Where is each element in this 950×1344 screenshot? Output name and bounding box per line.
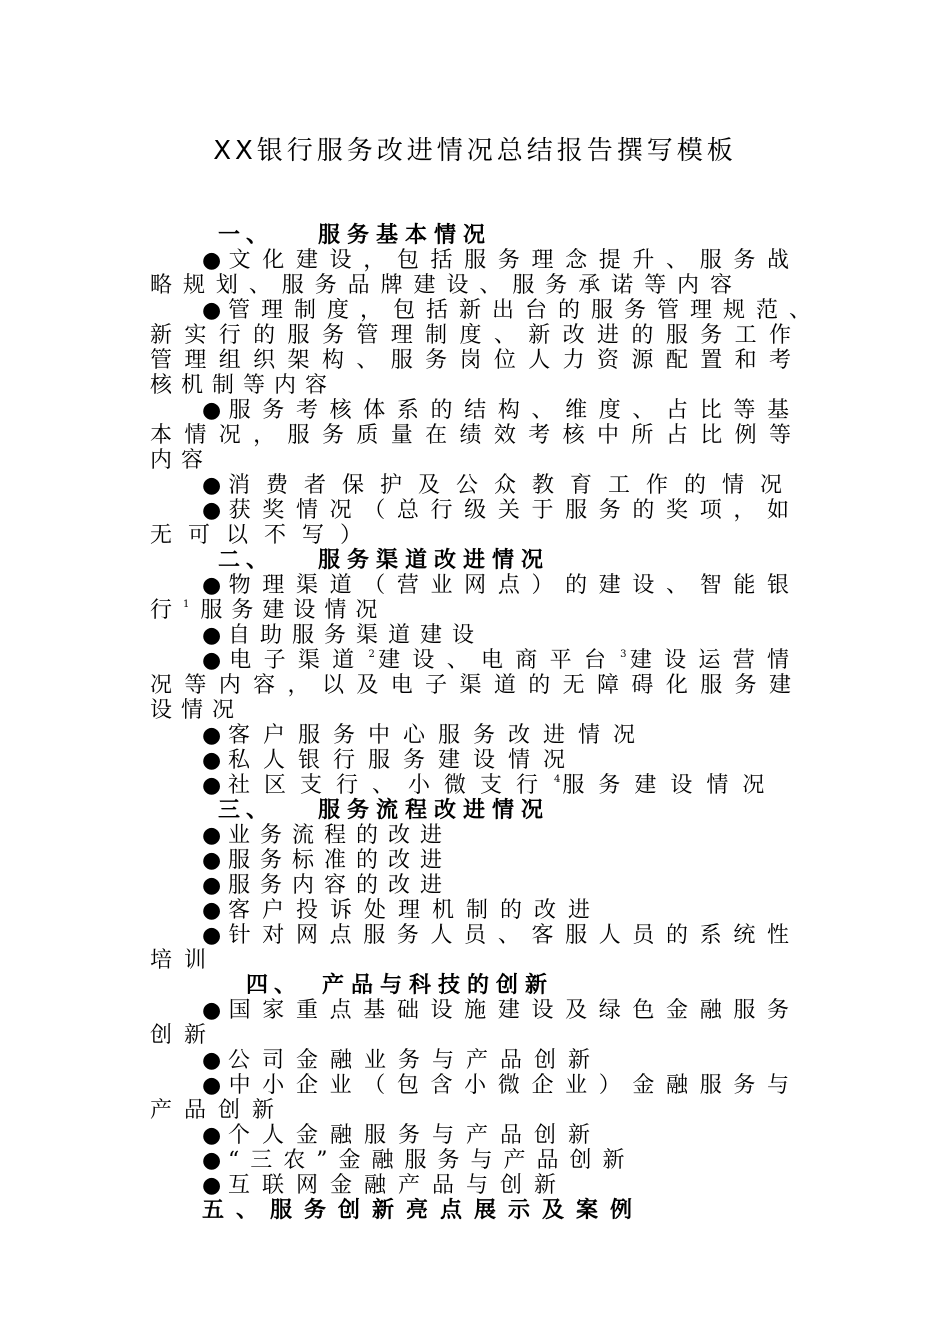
list-item: ● 自助服务渠道建设 (202, 623, 485, 648)
section-heading (150, 798, 800, 823)
section-number: 四、 (246, 972, 303, 998)
bullet-icon: ● (202, 623, 222, 648)
section-title: 服务创新亮点展示及案例 (270, 1197, 645, 1223)
bullet-icon: ● (202, 773, 222, 798)
section-number: 一、 (218, 222, 275, 248)
list-item: ● 管理制度，包括新出台的服务管理规范、 (202, 298, 823, 323)
list-item: ● 获奖情况（总行级关于服务的奖项，如 (202, 498, 800, 523)
list-item-continuation: 况等内容，以及电子渠道的无障碍化服务建 (150, 673, 800, 698)
list-item: ● 针对网点服务人员、客服人员的系统性 (202, 923, 800, 948)
list-item: ● 中小企业（包含小微企业）金融服务与 (202, 1073, 800, 1098)
bullet-icon: ● (202, 873, 222, 898)
list-item-continuation: 无可以不写） (150, 523, 379, 548)
list-item: ● 电子渠道 $^2$建设、电商平台 $^3$建设运营情 (202, 648, 800, 673)
section-heading (150, 1198, 800, 1223)
section-title: 服务流程改进情况 (318, 797, 551, 823)
list-item-continuation: 新实行的服务管理制度、新改进的服务工作 (150, 323, 800, 348)
document-body (150, 222, 823, 1223)
list-item-continuation: 行 $^1$服务建设情况 (150, 598, 387, 623)
list-item: ● 消费者保护及公众教育工作的情况 (202, 473, 799, 498)
section-number: 二、 (218, 547, 275, 573)
section-title: 服务基本情况 (318, 222, 493, 248)
bullet-icon: ● (202, 923, 222, 948)
footnote-ref: 2 (368, 649, 375, 660)
bullet-icon: ● (202, 1123, 222, 1148)
section-number: 三、 (218, 797, 275, 823)
bullet-icon: ● (202, 298, 222, 323)
bullet-icon: ● (202, 398, 222, 423)
list-item-continuation: 内容 (150, 448, 213, 473)
document-title: XX银行服务改进情况总结报告撰写模板 (213, 136, 737, 166)
bullet-icon: ● (202, 998, 222, 1023)
bullet-icon: ● (202, 723, 222, 748)
section-title: 服务渠道改进情况 (318, 547, 551, 573)
list-item: ● 社区支行、小微支行 $^4$服务建设情况 (202, 773, 779, 798)
bullet-icon: ● (202, 1048, 222, 1073)
list-item: ● 私人银行服务建设情况 (202, 748, 579, 773)
bullet-icon: ● (202, 1073, 222, 1098)
list-item-continuation: 本情况，服务质量在绩效考核中所占比例等 (150, 423, 800, 448)
bullet-icon: ● (202, 1173, 222, 1198)
list-item: ● 服务内容的改进 (202, 873, 453, 898)
list-item-continuation: 核机制等内容 (150, 373, 337, 398)
list-item: ● 服务标准的改进 (202, 848, 453, 873)
bullet-icon: ● (202, 848, 222, 873)
bullet-icon: ● (202, 823, 222, 848)
footnote-ref: 1 (183, 599, 199, 610)
bullet-icon: ● (202, 748, 222, 773)
section-heading (150, 973, 800, 998)
list-item: ● 服务考核体系的结构、维度、占比等基 (202, 398, 800, 423)
list-item: ● 客户服务中心服务改进情况 (202, 723, 649, 748)
bullet-icon: ● (202, 898, 222, 923)
list-item-continuation: 设情况 (150, 698, 244, 723)
list-item-continuation: 创新 (150, 1023, 219, 1048)
section-heading (150, 548, 800, 573)
footnote-ref: 3 (620, 649, 627, 660)
list-item: ● 业务流程的改进 (202, 823, 453, 848)
bullet-icon: ● (202, 248, 222, 273)
list-item: ● 公司金融业务与产品创新 (202, 1048, 603, 1073)
list-item: ● 个人金融服务与产品创新 (202, 1123, 603, 1148)
list-item-continuation: 略规划、服务品牌建设、服务承诺等内容 (150, 273, 740, 298)
bullet-icon: ● (202, 1148, 222, 1173)
bullet-icon: ● (202, 573, 222, 598)
bullet-icon: ● (202, 498, 222, 523)
list-item: ● 物理渠道（营业网点）的建设、智能银 (202, 573, 800, 598)
bullet-icon: ● (202, 473, 222, 498)
list-item: ● 客户投诉处理机制的改进 (202, 898, 603, 923)
section-number: 五、 (202, 1197, 271, 1223)
list-item: ● 文化建设，包括服务理念提升、服务战 (202, 248, 800, 273)
section-title: 产品与科技的创新 (322, 972, 555, 998)
footnote-ref: 4 (554, 774, 561, 785)
list-item: ● “三农”金融服务与产品创新 (202, 1148, 636, 1173)
list-item-continuation: 产品创新 (150, 1098, 287, 1123)
section-heading (150, 223, 800, 248)
list-item-continuation: 培训 (150, 948, 219, 973)
list-item: ● 互联网金融产品与创新 (202, 1173, 569, 1198)
list-item-continuation: 管理组织架构、服务岗位人力资源配置和考 (150, 348, 800, 373)
list-item: ● 国家重点基础设施建设及绿色金融服务 (202, 998, 800, 1023)
bullet-icon: ● (202, 648, 222, 673)
